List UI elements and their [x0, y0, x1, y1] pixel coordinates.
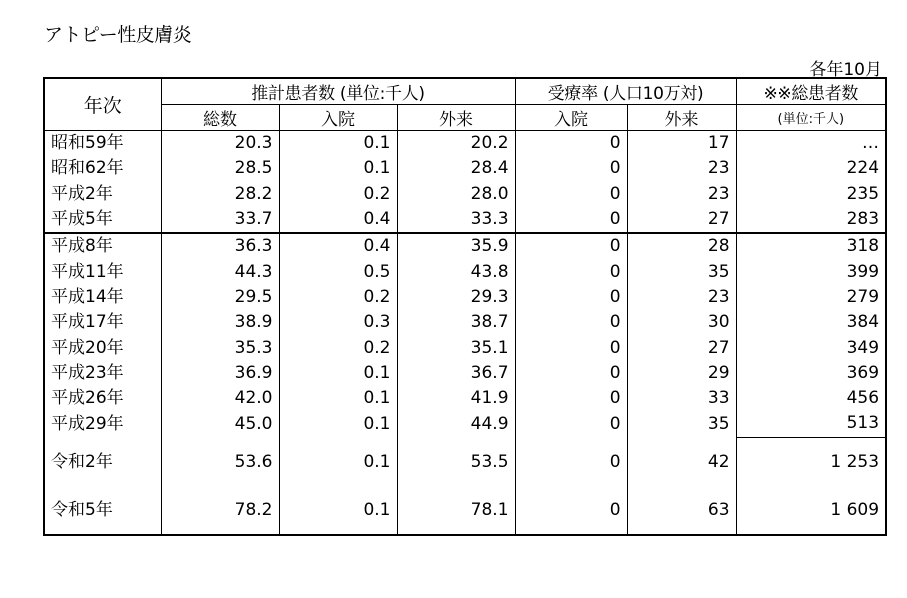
row-outpatient: 53.5	[397, 437, 515, 486]
header-total-unit: (単位:千人)	[736, 105, 886, 131]
row-outpatient: 28.4	[397, 156, 515, 181]
row-rate-inpatient: 0	[515, 156, 627, 181]
row-rate-outpatient: 35	[627, 259, 736, 284]
row-total-patients: 318	[736, 233, 886, 259]
row-year: 平成17年	[44, 310, 161, 335]
row-outpatient: 35.1	[397, 335, 515, 360]
row-year: 平成2年	[44, 182, 161, 207]
row-inpatient: 0.1	[279, 437, 397, 486]
row-inpatient: 0.1	[279, 411, 397, 437]
row-outpatient: 28.0	[397, 182, 515, 207]
row-rate-outpatient: 23	[627, 285, 736, 310]
row-inpatient: 0.4	[279, 233, 397, 259]
table-row	[44, 131, 886, 157]
row-total: 28.5	[161, 156, 279, 181]
row-total-patients: 399	[736, 259, 886, 284]
row-rate-outpatient: 30	[627, 310, 736, 335]
row-inpatient: 0.1	[279, 361, 397, 386]
row-total: 38.9	[161, 310, 279, 335]
row-outpatient: 29.3	[397, 285, 515, 310]
row-rate-outpatient: 28	[627, 233, 736, 259]
row-rate-inpatient: 0	[515, 386, 627, 411]
row-rate-outpatient: 63	[627, 486, 736, 535]
header-inpatient: 入院	[279, 105, 397, 131]
row-rate-inpatient: 0	[515, 207, 627, 233]
row-outpatient: 35.9	[397, 233, 515, 259]
row-total-patients: 1 253	[736, 437, 886, 486]
header-rate-outpatient: 外来	[627, 105, 736, 131]
row-total-patients: 283	[736, 207, 886, 233]
row-total-patients: 384	[736, 310, 886, 335]
row-total: 28.2	[161, 182, 279, 207]
row-total: 36.3	[161, 233, 279, 259]
row-total-patients: 456	[736, 386, 886, 411]
row-total-patients: 513	[736, 411, 886, 437]
row-total: 36.9	[161, 361, 279, 386]
table-row	[44, 437, 886, 486]
row-total: 53.6	[161, 437, 279, 486]
row-outpatient: 41.9	[397, 386, 515, 411]
row-year: 平成29年	[44, 411, 161, 437]
row-rate-inpatient: 0	[515, 182, 627, 207]
row-inpatient: 0.3	[279, 310, 397, 335]
row-total-patients: 349	[736, 335, 886, 360]
row-rate-inpatient: 0	[515, 411, 627, 437]
row-total: 44.3	[161, 259, 279, 284]
row-rate-inpatient: 0	[515, 335, 627, 360]
header-year: 年次	[44, 78, 161, 131]
header-treatment-rate: 受療率 (人口10万対)	[515, 78, 736, 105]
atopic-dermatitis-table	[43, 77, 887, 536]
table-row	[44, 411, 886, 437]
header-rate-inpatient: 入院	[515, 105, 627, 131]
row-outpatient: 36.7	[397, 361, 515, 386]
row-year: 平成5年	[44, 207, 161, 233]
table-row	[44, 233, 886, 259]
row-rate-inpatient: 0	[515, 486, 627, 535]
row-year: 昭和59年	[44, 131, 161, 157]
row-inpatient: 0.1	[279, 386, 397, 411]
table-row	[44, 310, 886, 335]
table-row	[44, 486, 886, 535]
row-inpatient: 0.1	[279, 156, 397, 181]
row-rate-inpatient: 0	[515, 131, 627, 157]
header-outpatient: 外来	[397, 105, 515, 131]
row-inpatient: 0.1	[279, 486, 397, 535]
row-year: 令和2年	[44, 437, 161, 486]
row-year: 昭和62年	[44, 156, 161, 181]
row-outpatient: 38.7	[397, 310, 515, 335]
row-inpatient: 0.2	[279, 182, 397, 207]
row-total-patients: 224	[736, 156, 886, 181]
row-total: 78.2	[161, 486, 279, 535]
row-total-patients: 1 609	[736, 486, 886, 535]
row-rate-inpatient: 0	[515, 310, 627, 335]
table-row	[44, 335, 886, 360]
row-total: 35.3	[161, 335, 279, 360]
row-rate-outpatient: 23	[627, 156, 736, 181]
header-total-patients: ※※総患者数	[736, 78, 886, 105]
row-rate-outpatient: 27	[627, 335, 736, 360]
row-year: 平成23年	[44, 361, 161, 386]
row-inpatient: 0.4	[279, 207, 397, 233]
row-rate-inpatient: 0	[515, 285, 627, 310]
row-total-patients: 369	[736, 361, 886, 386]
row-outpatient: 44.9	[397, 411, 515, 437]
header-total: 総数	[161, 105, 279, 131]
survey-month-note: 各年10月	[809, 60, 882, 80]
header-estimated-patients: 推計患者数 (単位:千人)	[161, 78, 515, 105]
row-rate-outpatient: 23	[627, 182, 736, 207]
table-row	[44, 361, 886, 386]
row-outpatient: 78.1	[397, 486, 515, 535]
row-rate-inpatient: 0	[515, 233, 627, 259]
table-body	[44, 131, 886, 535]
table-row	[44, 285, 886, 310]
row-rate-inpatient: 0	[515, 259, 627, 284]
row-inpatient: 0.2	[279, 285, 397, 310]
row-total-patients: …	[736, 131, 886, 157]
row-total: 29.5	[161, 285, 279, 310]
row-year: 平成11年	[44, 259, 161, 284]
row-year: 平成20年	[44, 335, 161, 360]
table-row	[44, 182, 886, 207]
row-rate-inpatient: 0	[515, 361, 627, 386]
row-rate-outpatient: 33	[627, 386, 736, 411]
row-rate-inpatient: 0	[515, 437, 627, 486]
row-outpatient: 33.3	[397, 207, 515, 233]
row-rate-outpatient: 35	[627, 411, 736, 437]
row-total-patients: 279	[736, 285, 886, 310]
row-total: 20.3	[161, 131, 279, 157]
table-row	[44, 386, 886, 411]
row-rate-outpatient: 42	[627, 437, 736, 486]
table-row	[44, 207, 886, 233]
row-inpatient: 0.2	[279, 335, 397, 360]
row-outpatient: 20.2	[397, 131, 515, 157]
row-year: 平成8年	[44, 233, 161, 259]
row-year: 平成26年	[44, 386, 161, 411]
table-row	[44, 156, 886, 181]
row-inpatient: 0.5	[279, 259, 397, 284]
row-total: 42.0	[161, 386, 279, 411]
row-rate-outpatient: 29	[627, 361, 736, 386]
table-row	[44, 259, 886, 284]
row-total: 33.7	[161, 207, 279, 233]
row-rate-outpatient: 27	[627, 207, 736, 233]
page-title: アトピー性皮膚炎	[44, 24, 192, 46]
row-total: 45.0	[161, 411, 279, 437]
row-year: 平成14年	[44, 285, 161, 310]
row-year: 令和5年	[44, 486, 161, 535]
row-inpatient: 0.1	[279, 131, 397, 157]
row-rate-outpatient: 17	[627, 131, 736, 157]
row-outpatient: 43.8	[397, 259, 515, 284]
row-total-patients: 235	[736, 182, 886, 207]
